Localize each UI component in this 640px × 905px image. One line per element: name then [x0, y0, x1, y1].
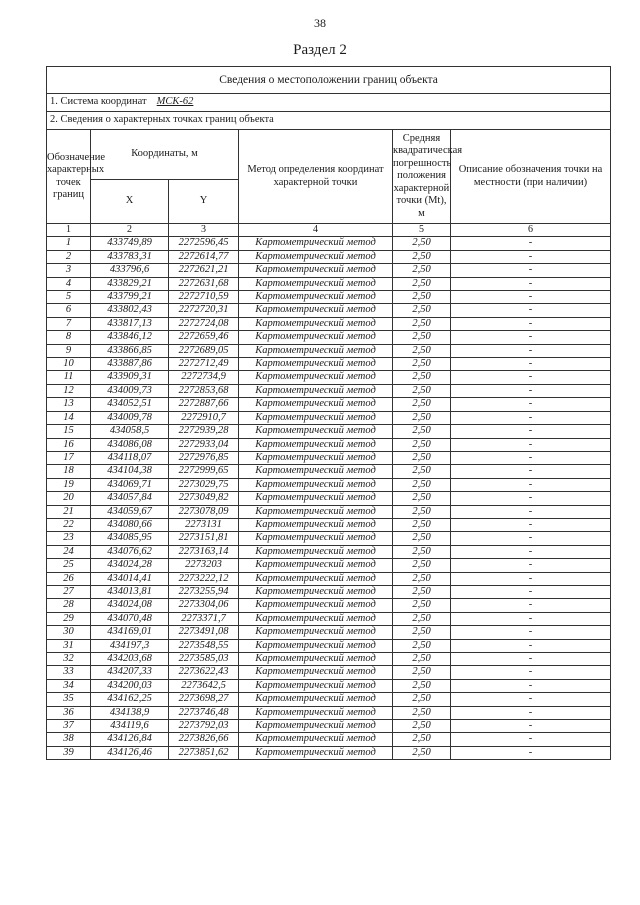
cell-description: - [451, 237, 611, 250]
table-row [47, 384, 611, 397]
cell-accuracy: 2,50 [393, 250, 451, 263]
cell-point-number: 24 [47, 545, 91, 558]
cell-point-number: 7 [47, 317, 91, 330]
cell-coord-y: 2273371,7 [169, 612, 239, 625]
table-row [47, 720, 611, 733]
cell-coord-y: 2273746,48 [169, 706, 239, 719]
table-row [47, 411, 611, 424]
table-row [47, 465, 611, 478]
cell-method: Картометрический метод [239, 358, 393, 371]
cell-point-number: 16 [47, 438, 91, 451]
cell-coord-x: 434197,3 [91, 639, 169, 652]
cell-accuracy: 2,50 [393, 465, 451, 478]
cell-coord-x: 434086,08 [91, 438, 169, 451]
cell-coord-x: 434014,41 [91, 572, 169, 585]
cell-accuracy: 2,50 [393, 478, 451, 491]
cell-coord-y: 2273622,43 [169, 666, 239, 679]
cell-method: Картометрический метод [239, 384, 393, 397]
cell-accuracy: 2,50 [393, 425, 451, 438]
table-row [47, 492, 611, 505]
cell-coord-x: 433846,12 [91, 331, 169, 344]
cell-point-number: 18 [47, 465, 91, 478]
cell-method: Картометрический метод [239, 532, 393, 545]
cell-method: Картометрический метод [239, 451, 393, 464]
table-row [47, 398, 611, 411]
table-row [47, 545, 611, 558]
cell-coord-y: 2272710,59 [169, 291, 239, 304]
cell-description: - [451, 277, 611, 290]
cell-accuracy: 2,50 [393, 317, 451, 330]
cell-description: - [451, 264, 611, 277]
cell-coord-x: 434162,25 [91, 693, 169, 706]
cell-coord-x: 434069,71 [91, 478, 169, 491]
cell-accuracy: 2,50 [393, 626, 451, 639]
table-row [47, 585, 611, 598]
cell-description: - [451, 371, 611, 384]
points-heading: 2. Сведения о характерных точках границ объекта [47, 112, 611, 130]
cell-accuracy: 2,50 [393, 612, 451, 625]
cell-accuracy: 2,50 [393, 666, 451, 679]
cell-coord-y: 2272910,7 [169, 411, 239, 424]
cell-coord-x: 433866,85 [91, 344, 169, 357]
header-point-name: Обозначение характерных точек границ [47, 130, 91, 224]
table-row [47, 626, 611, 639]
cell-method: Картометрический метод [239, 706, 393, 719]
cell-coord-x: 434119,6 [91, 720, 169, 733]
cell-accuracy: 2,50 [393, 572, 451, 585]
header-method: Метод определения координат характерной точки [239, 130, 393, 224]
cell-point-number: 4 [47, 277, 91, 290]
cell-point-number: 5 [47, 291, 91, 304]
cell-description: - [451, 518, 611, 531]
cell-coord-x: 434104,38 [91, 465, 169, 478]
cell-point-number: 25 [47, 559, 91, 572]
table-row [47, 237, 611, 250]
cell-point-number: 38 [47, 733, 91, 746]
cell-method: Картометрический метод [239, 478, 393, 491]
column-number: 6 [451, 224, 611, 237]
cell-coord-y: 2273585,03 [169, 653, 239, 666]
cell-method: Картометрический метод [239, 277, 393, 290]
table-row [47, 653, 611, 666]
cell-method: Картометрический метод [239, 639, 393, 652]
cell-coord-x: 434203,68 [91, 653, 169, 666]
header-x: X [91, 180, 169, 224]
cell-coord-y: 2272614,77 [169, 250, 239, 263]
cell-point-number: 1 [47, 237, 91, 250]
cell-point-number: 28 [47, 599, 91, 612]
table-row [47, 666, 611, 679]
cell-accuracy: 2,50 [393, 585, 451, 598]
header-accuracy: Средняя квадратическая погрешность положения характерной точки (Mt), м [393, 130, 451, 224]
cell-method: Картометрический метод [239, 237, 393, 250]
cell-method: Картометрический метод [239, 585, 393, 598]
table-row [47, 693, 611, 706]
cell-coord-y: 2273698,27 [169, 693, 239, 706]
cell-description: - [451, 572, 611, 585]
cell-point-number: 31 [47, 639, 91, 652]
cell-description: - [451, 599, 611, 612]
cell-accuracy: 2,50 [393, 518, 451, 531]
cell-description: - [451, 505, 611, 518]
table-row [47, 612, 611, 625]
cell-description: - [451, 559, 611, 572]
table-row [47, 317, 611, 330]
cell-coord-y: 2272621,21 [169, 264, 239, 277]
cell-coord-y: 2272999,65 [169, 465, 239, 478]
cell-coord-y: 2272933,04 [169, 438, 239, 451]
cell-accuracy: 2,50 [393, 451, 451, 464]
table-row [47, 532, 611, 545]
cell-description: - [451, 358, 611, 371]
cell-method: Картометрический метод [239, 371, 393, 384]
header-y: Y [169, 180, 239, 224]
cell-point-number: 13 [47, 398, 91, 411]
cell-coord-y: 2273203 [169, 559, 239, 572]
cell-point-number: 2 [47, 250, 91, 263]
cell-coord-x: 434070,48 [91, 612, 169, 625]
cell-coord-y: 2272887,66 [169, 398, 239, 411]
cell-method: Картометрический метод [239, 291, 393, 304]
page-number: 38 [314, 16, 326, 30]
cell-coord-y: 2273078,09 [169, 505, 239, 518]
cell-accuracy: 2,50 [393, 264, 451, 277]
cell-coord-y: 2273163,14 [169, 545, 239, 558]
cell-description: - [451, 478, 611, 491]
cell-point-number: 9 [47, 344, 91, 357]
cell-coord-y: 2272659,46 [169, 331, 239, 344]
cell-coord-y: 2273131 [169, 518, 239, 531]
cell-coord-x: 433887,86 [91, 358, 169, 371]
cell-coord-y: 2273222,12 [169, 572, 239, 585]
table-row [47, 264, 611, 277]
cell-coord-x: 434024,28 [91, 559, 169, 572]
cell-point-number: 20 [47, 492, 91, 505]
cell-point-number: 19 [47, 478, 91, 491]
cell-accuracy: 2,50 [393, 505, 451, 518]
cell-description: - [451, 344, 611, 357]
cell-method: Картометрический метод [239, 572, 393, 585]
cell-coord-y: 2272596,45 [169, 237, 239, 250]
table-row [47, 438, 611, 451]
cell-coord-x: 434126,84 [91, 733, 169, 746]
cell-description: - [451, 639, 611, 652]
cell-coord-y: 2272689,05 [169, 344, 239, 357]
table-row [47, 425, 611, 438]
cell-accuracy: 2,50 [393, 746, 451, 759]
cell-description: - [451, 398, 611, 411]
cell-description: - [451, 492, 611, 505]
cell-coord-x: 433909,31 [91, 371, 169, 384]
cell-description: - [451, 693, 611, 706]
cell-coord-x: 434169,01 [91, 626, 169, 639]
cell-point-number: 27 [47, 585, 91, 598]
cell-accuracy: 2,50 [393, 720, 451, 733]
cell-coord-x: 434207,33 [91, 666, 169, 679]
column-number: 3 [169, 224, 239, 237]
cell-method: Картометрический метод [239, 505, 393, 518]
cell-coord-y: 2273548,55 [169, 639, 239, 652]
cell-accuracy: 2,50 [393, 291, 451, 304]
cell-description: - [451, 746, 611, 759]
cell-coord-x: 434057,84 [91, 492, 169, 505]
cell-method: Картометрический метод [239, 626, 393, 639]
cell-point-number: 37 [47, 720, 91, 733]
cell-coord-y: 2272631,68 [169, 277, 239, 290]
cell-description: - [451, 666, 611, 679]
cell-method: Картометрический метод [239, 317, 393, 330]
table-row [47, 304, 611, 317]
cell-coord-y: 2272724,08 [169, 317, 239, 330]
cell-coord-x: 433802,43 [91, 304, 169, 317]
cell-method: Картометрический метод [239, 425, 393, 438]
cell-description: - [451, 465, 611, 478]
cell-coord-x: 433796,6 [91, 264, 169, 277]
cell-method: Картометрический метод [239, 250, 393, 263]
cell-point-number: 33 [47, 666, 91, 679]
cell-description: - [451, 706, 611, 719]
cell-accuracy: 2,50 [393, 693, 451, 706]
cell-coord-x: 433783,31 [91, 250, 169, 263]
cell-accuracy: 2,50 [393, 304, 451, 317]
cell-description: - [451, 532, 611, 545]
cell-accuracy: 2,50 [393, 706, 451, 719]
cell-method: Картометрический метод [239, 612, 393, 625]
column-number: 4 [239, 224, 393, 237]
cell-coord-y: 2273792,03 [169, 720, 239, 733]
cell-point-number: 8 [47, 331, 91, 344]
cell-accuracy: 2,50 [393, 639, 451, 652]
cell-method: Картометрический метод [239, 344, 393, 357]
table-row [47, 572, 611, 585]
cell-accuracy: 2,50 [393, 653, 451, 666]
cell-accuracy: 2,50 [393, 599, 451, 612]
cell-description: - [451, 626, 611, 639]
table-row [47, 559, 611, 572]
cell-coord-x: 434200,03 [91, 679, 169, 692]
cell-description: - [451, 679, 611, 692]
table-row [47, 505, 611, 518]
cell-method: Картометрический метод [239, 746, 393, 759]
cell-point-number: 14 [47, 411, 91, 424]
table-row [47, 639, 611, 652]
cell-method: Картометрический метод [239, 653, 393, 666]
boundary-points-table [46, 66, 611, 760]
cell-coord-x: 434013,81 [91, 585, 169, 598]
table-row [47, 250, 611, 263]
cell-coord-x: 433799,21 [91, 291, 169, 304]
cell-description: - [451, 425, 611, 438]
table-row [47, 358, 611, 371]
cell-point-number: 29 [47, 612, 91, 625]
cell-coord-x: 434126,46 [91, 746, 169, 759]
table-row [47, 331, 611, 344]
cell-coord-x: 434138,9 [91, 706, 169, 719]
cell-coord-y: 2272939,28 [169, 425, 239, 438]
cell-coord-y: 2273255,94 [169, 585, 239, 598]
cell-method: Картометрический метод [239, 518, 393, 531]
cell-coord-x: 433817,13 [91, 317, 169, 330]
cell-method: Картометрический метод [239, 720, 393, 733]
cell-point-number: 10 [47, 358, 91, 371]
cell-point-number: 12 [47, 384, 91, 397]
cell-point-number: 17 [47, 451, 91, 464]
table-row [47, 291, 611, 304]
cell-description: - [451, 384, 611, 397]
cell-accuracy: 2,50 [393, 237, 451, 250]
table-row [47, 518, 611, 531]
cell-method: Картометрический метод [239, 492, 393, 505]
table-row [47, 371, 611, 384]
cell-point-number: 26 [47, 572, 91, 585]
cell-coord-y: 2273851,62 [169, 746, 239, 759]
cell-method: Картометрический метод [239, 693, 393, 706]
cell-coord-y: 2272734,9 [169, 371, 239, 384]
cell-description: - [451, 304, 611, 317]
coord-system-row [47, 94, 611, 112]
cell-coord-y: 2273304,06 [169, 599, 239, 612]
cell-accuracy: 2,50 [393, 331, 451, 344]
cell-point-number: 35 [47, 693, 91, 706]
cell-description: - [451, 585, 611, 598]
cell-point-number: 30 [47, 626, 91, 639]
cell-description: - [451, 451, 611, 464]
cell-point-number: 36 [47, 706, 91, 719]
cell-description: - [451, 331, 611, 344]
cell-accuracy: 2,50 [393, 492, 451, 505]
cell-accuracy: 2,50 [393, 398, 451, 411]
cell-coord-y: 2273151,81 [169, 532, 239, 545]
cell-point-number: 22 [47, 518, 91, 531]
cell-accuracy: 2,50 [393, 733, 451, 746]
cell-point-number: 6 [47, 304, 91, 317]
cell-point-number: 21 [47, 505, 91, 518]
cell-coord-y: 2273642,5 [169, 679, 239, 692]
cell-method: Картометрический метод [239, 331, 393, 344]
table-row [47, 599, 611, 612]
cell-method: Картометрический метод [239, 438, 393, 451]
table-row [47, 733, 611, 746]
table-row [47, 277, 611, 290]
header-description: Описание обозначения точки на местности (при наличии) [451, 130, 611, 224]
cell-accuracy: 2,50 [393, 545, 451, 558]
cell-point-number: 39 [47, 746, 91, 759]
cell-coord-x: 434076,62 [91, 545, 169, 558]
cell-method: Картометрический метод [239, 304, 393, 317]
cell-accuracy: 2,50 [393, 344, 451, 357]
cell-description: - [451, 317, 611, 330]
cell-accuracy: 2,50 [393, 411, 451, 424]
cell-coord-y: 2273826,66 [169, 733, 239, 746]
cell-coord-y: 2273491,08 [169, 626, 239, 639]
cell-coord-x: 434052,51 [91, 398, 169, 411]
cell-coord-y: 2272712,49 [169, 358, 239, 371]
cell-description: - [451, 545, 611, 558]
cell-point-number: 34 [47, 679, 91, 692]
cell-accuracy: 2,50 [393, 532, 451, 545]
cell-description: - [451, 250, 611, 263]
cell-coord-y: 2272853,68 [169, 384, 239, 397]
cell-coord-y: 2272720,31 [169, 304, 239, 317]
cell-point-number: 23 [47, 532, 91, 545]
cell-point-number: 11 [47, 371, 91, 384]
column-number: 1 [47, 224, 91, 237]
header-coordinates: Координаты, м [91, 130, 239, 180]
cell-accuracy: 2,50 [393, 277, 451, 290]
cell-accuracy: 2,50 [393, 358, 451, 371]
table-title: Сведения о местоположении границ объекта [47, 67, 611, 94]
cell-method: Картометрический метод [239, 398, 393, 411]
cell-coord-x: 433749,89 [91, 237, 169, 250]
cell-coord-x: 434085,95 [91, 532, 169, 545]
cell-description: - [451, 733, 611, 746]
cell-point-number: 3 [47, 264, 91, 277]
cell-method: Картометрический метод [239, 679, 393, 692]
cell-description: - [451, 720, 611, 733]
section-title: Раздел 2 [293, 42, 347, 58]
table-row [47, 451, 611, 464]
cell-coord-x: 434080,66 [91, 518, 169, 531]
cell-coord-x: 434059,67 [91, 505, 169, 518]
cell-accuracy: 2,50 [393, 371, 451, 384]
cell-method: Картометрический метод [239, 599, 393, 612]
table-row [47, 478, 611, 491]
cell-method: Картометрический метод [239, 465, 393, 478]
column-number: 2 [91, 224, 169, 237]
cell-coord-x: 434118,07 [91, 451, 169, 464]
table-row [47, 706, 611, 719]
coord-system-label: 1. Система координат [50, 96, 147, 108]
cell-point-number: 32 [47, 653, 91, 666]
cell-coord-x: 433829,21 [91, 277, 169, 290]
cell-description: - [451, 612, 611, 625]
column-number: 5 [393, 224, 451, 237]
cell-accuracy: 2,50 [393, 679, 451, 692]
table-row [47, 344, 611, 357]
cell-method: Картометрический метод [239, 733, 393, 746]
cell-coord-x: 434024,08 [91, 599, 169, 612]
cell-description: - [451, 653, 611, 666]
cell-coord-y: 2273049,82 [169, 492, 239, 505]
cell-method: Картометрический метод [239, 264, 393, 277]
cell-method: Картометрический метод [239, 411, 393, 424]
cell-method: Картометрический метод [239, 559, 393, 572]
cell-coord-y: 2272976,85 [169, 451, 239, 464]
cell-method: Картометрический метод [239, 545, 393, 558]
cell-accuracy: 2,50 [393, 438, 451, 451]
table-row [47, 679, 611, 692]
cell-coord-y: 2273029,75 [169, 478, 239, 491]
cell-description: - [451, 438, 611, 451]
cell-coord-x: 434009,78 [91, 411, 169, 424]
cell-description: - [451, 411, 611, 424]
cell-coord-x: 434009,73 [91, 384, 169, 397]
cell-method: Картометрический метод [239, 666, 393, 679]
cell-accuracy: 2,50 [393, 559, 451, 572]
table-row [47, 746, 611, 759]
cell-coord-x: 434058,5 [91, 425, 169, 438]
coord-system-value: МСК-62 [156, 96, 194, 108]
cell-accuracy: 2,50 [393, 384, 451, 397]
cell-point-number: 15 [47, 425, 91, 438]
cell-description: - [451, 291, 611, 304]
